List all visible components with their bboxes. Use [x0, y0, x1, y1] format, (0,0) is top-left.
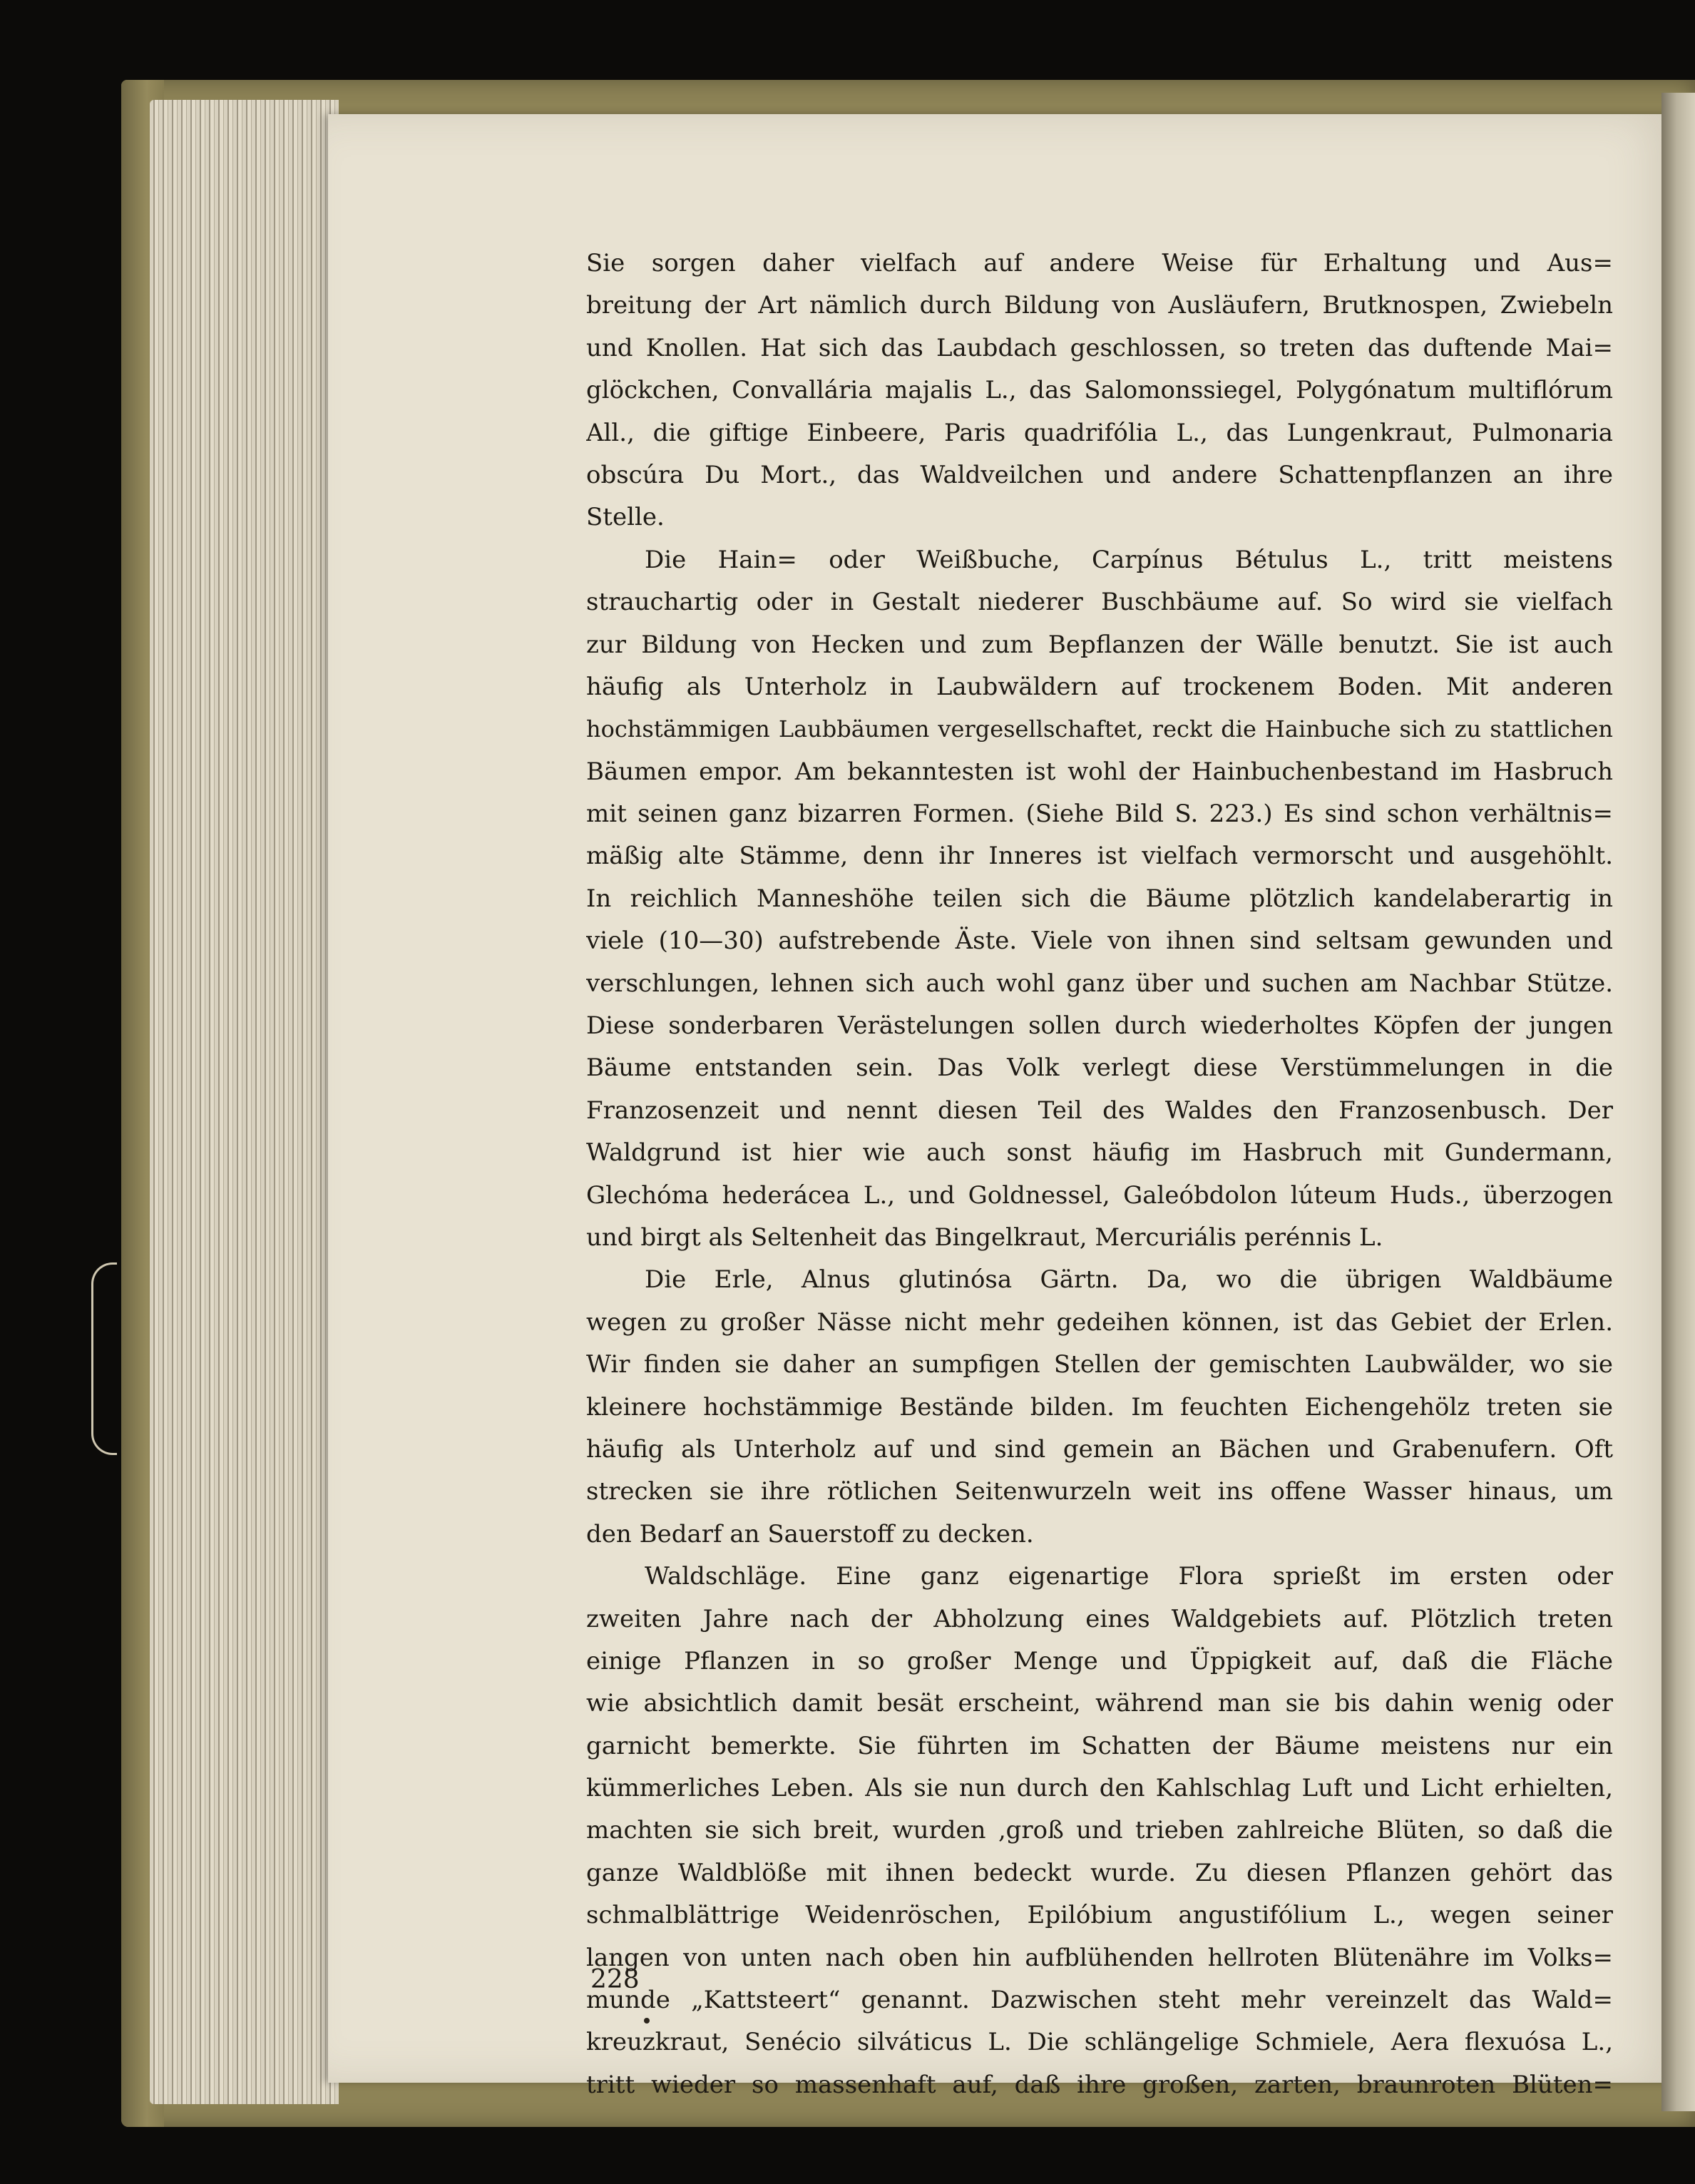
text-line: garnicht bemerkte. Sie führten im Schatten der Bäume meistens nur ein [586, 1731, 1613, 1760]
text-line: mit seinen ganz bizarren Formen. (Siehe Bild S. 223.) Es sind schon verhältnis= [586, 800, 1613, 829]
text-line: hochstämmigen Laubbäumen vergesellschaftet, reckt die Hainbuche sich zu stattlichen [586, 715, 1613, 743]
text-line: Diese sonderbaren Verästelungen sollen durch wiederholtes Köpfen der jungen [586, 1011, 1613, 1041]
text-line: Sie sorgen daher vielfach auf andere Weise für Erhaltung und Aus= [586, 249, 1613, 277]
text-line: viele (10—30) aufstrebende Äste. Viele von ihnen sind seltsam gewunden und [586, 927, 1613, 956]
text-line: glöckchen, Convallária majalis L., das Salomonssiegel, Polygónatum multiflórum [586, 376, 1613, 405]
text-line: Bäume entstanden sein. Das Volk verlegt diese Verstümmelungen in die [586, 1053, 1613, 1083]
text-line: schmalblättrige Weidenröschen, Epilóbium angustifólium L., wegen seiner [586, 1901, 1613, 1930]
text-line: Bäumen empor. Am bekanntesten ist wohl der Hainbuchenbestand im Hasbruch [586, 757, 1613, 786]
text-line: wegen zu großer Nässe nicht mehr gedeihen können, ist das Gebiet der Erlen. [586, 1307, 1613, 1337]
text-line: In reichlich Manneshöhe teilen sich die Bäume plötzlich kandelaberartig in [586, 884, 1613, 913]
text-line: zweiten Jahre nach der Abholzung eines Waldgebiets auf. Plötzlich treten [586, 1604, 1613, 1633]
text-line: munde „Kattsteert“ genannt. Dazwischen steht mehr vereinzelt das Wald= [586, 1986, 1613, 2015]
text-line: häufig als Unterholz auf und sind gemein an Bächen und Grabenufern. Oft [586, 1434, 1613, 1464]
text-line: Die Hain= oder Weißbuche, Carpínus Bétulus L., tritt meistens [645, 545, 1613, 574]
text-line: Waldgrund ist hier wie auch sonst häufig im Hasbruch mit Gundermann, [586, 1138, 1613, 1168]
text-line: verschlungen, lehnen sich auch wohl ganz über und suchen am Nachbar Stütze. [586, 969, 1613, 998]
text-line: Glechóma hederácea L., und Goldnessel, Galeóbdolon lúteum Huds., überzogen [586, 1180, 1613, 1210]
text-line: kleinere hochstämmige Bestände bilden. Im feuchten Eichengehölz treten sie [586, 1392, 1613, 1422]
text-line: kreuzkraut, Senécio silváticus L. Die schlängelige Schmiele, Aera flexuósa L., [586, 2028, 1613, 2057]
body-text [586, 243, 1613, 2106]
page-edges [150, 100, 339, 2104]
text-line: wie absichtlich damit besät erscheint, während man sie bis dahin wenig oder [586, 1689, 1613, 1718]
text-line: Waldschläge. Eine ganz eigenartige Flora sprießt im ersten oder [645, 1562, 1613, 1591]
text-line: einige Pflanzen in so großer Menge und Üppigkeit auf, daß die Fläche [586, 1646, 1613, 1675]
text-line: strecken sie ihre rötlichen Seitenwurzeln weit ins offene Wasser hinaus, um [586, 1477, 1613, 1506]
loose-thread [91, 1262, 117, 1455]
ink-dot [644, 2018, 650, 2024]
page-number: 228 [590, 1965, 640, 1994]
text-line: zur Bildung von Hecken und zum Bepflanzen der Wälle benutzt. Sie ist auch [586, 630, 1613, 659]
text-line: Stelle. [586, 503, 665, 532]
text-line: mäßig alte Stämme, denn ihr Inneres ist vielfach vermorscht und ausgehöhlt. [586, 842, 1613, 871]
text-line: ganze Waldblöße mit ihnen bedeckt wurde. Zu diesen Pflanzen gehört das [586, 1858, 1613, 1887]
text-line: strauchartig oder in Gestalt niederer Buschbäume auf. So wird sie vielfach [586, 588, 1613, 617]
text-line: häufig als Unterholz in Laubwäldern auf trockenem Boden. Mit anderen [586, 672, 1613, 701]
text-line: langen von unten nach oben hin aufblühenden hellroten Blütenähre im Volks= [586, 1943, 1613, 1972]
text-line: tritt wieder so massenhaft auf, daß ihre großen, zarten, braunroten Blüten= [586, 2070, 1613, 2099]
text-line: den Bedarf an Sauerstoff zu decken. [586, 1519, 1034, 1548]
text-line: Die Erle, Alnus glutinósa Gärtn. Da, wo die übrigen Waldbäume [645, 1265, 1613, 1295]
text-line: Wir finden sie daher an sumpfigen Stellen der gemischten Laubwälder, wo sie [586, 1350, 1613, 1379]
text-line: Franzosenzeit und nennt diesen Teil des Waldes den Franzosenbusch. Der [586, 1096, 1613, 1125]
text-line: machten sie sich breit, wurden ‚groß und trieben zahlreiche Blüten, so daß die [586, 1816, 1613, 1845]
text-line: und Knollen. Hat sich das Laubdach geschlossen, so treten das duftende Mai= [586, 333, 1613, 362]
text-line: kümmerliches Leben. Als sie nun durch den Kahlschlag Luft und Licht erhielten, [586, 1774, 1613, 1803]
text-line: breitung der Art nämlich durch Bildung von Ausläufern, Brutknospen, Zwiebeln [586, 291, 1613, 320]
next-page-gutter [1661, 93, 1695, 2111]
text-line: All., die giftige Einbeere, Paris quadrifólia L., das Lungenkraut, Pulmonaria [586, 418, 1613, 447]
text-line: obscúra Du Mort., das Waldveilchen und andere Schattenpflanzen an ihre [586, 460, 1613, 489]
text-line: und birgt als Seltenheit das Bingelkraut, Mercuriális perénnis L. [586, 1223, 1383, 1252]
